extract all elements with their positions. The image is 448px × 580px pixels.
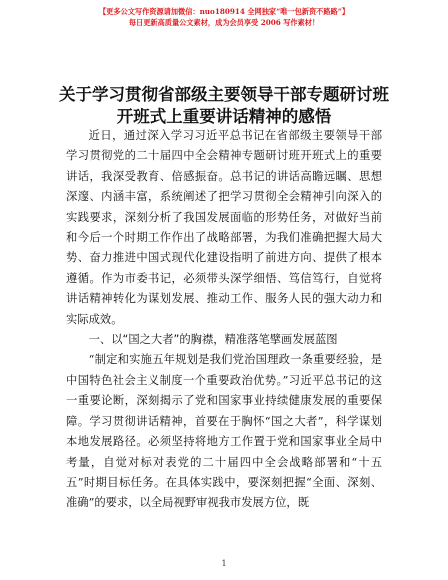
body-paragraph: 近日，通过深入学习习近平总书记在省部级主要领导干部学习贯彻党的二十届四中全会精神专题研讨班开班式上的重要讲话，我深受教育、倍感振奋。总书记的讲话高瞻远瞩、思想深邃、内涵丰富，系统阐述了把学习贯彻全会精神引向深入的实践要求，深刻分析了我国发展面临的形势任务，对做好当前和今后一个时期工作作出了战略部署，为我们准确把握大局大势、奋力推进中国式现代化建设指明了前进方向、提供了根本遵循。作为市委书记，必须带头深学细悟、笃信笃行，自觉将讲话精神转化为谋划发展、推动工作、服务人民的强大动力和实际成效。	[66, 129, 382, 326]
document-title-line1: 关于学习贯彻省部级主要领导干部专题研讨班	[59, 85, 389, 104]
page-number: 1	[221, 559, 227, 568]
document-title	[30, 84, 418, 128]
body-paragraph: “制定和实施五年规划是我们党治国理政一条重要经验，是中国特色社会主义制度一个重要政治优势。”习近平总书记的这一重要论断，深刻揭示了党和国家事业持续健康发展的重要保障。学习贯彻讲话精神，首要在于胸怀“国之大者”，科学谋划本地发展路径。必须坚持将地方工作置于党和国家事业全局中考量，自觉对标对表党的二十届四中全会战略部署和“十五五”时期目标任务。在具体实践中，要深刻把握“全面、深刻、准确”的要求，以全局视野审视我市发展方位，既	[66, 353, 382, 510]
promo-banner-line2: 每日更新高质量公文素材，成为会员享受 2006 写作素材！	[128, 18, 320, 27]
document-body	[66, 126, 382, 514]
document-title-line2: 开班式上重要讲话精神的感悟	[116, 107, 332, 126]
promo-banner	[0, 6, 448, 28]
section-heading: 一、以“国之大者”的胸襟，精准落笔擘画发展蓝图	[88, 333, 338, 347]
promo-banner-line1: 【更多公文写作资源请加微信：nuo180914 全网独家“唯一包新资不路路”】	[98, 7, 350, 16]
